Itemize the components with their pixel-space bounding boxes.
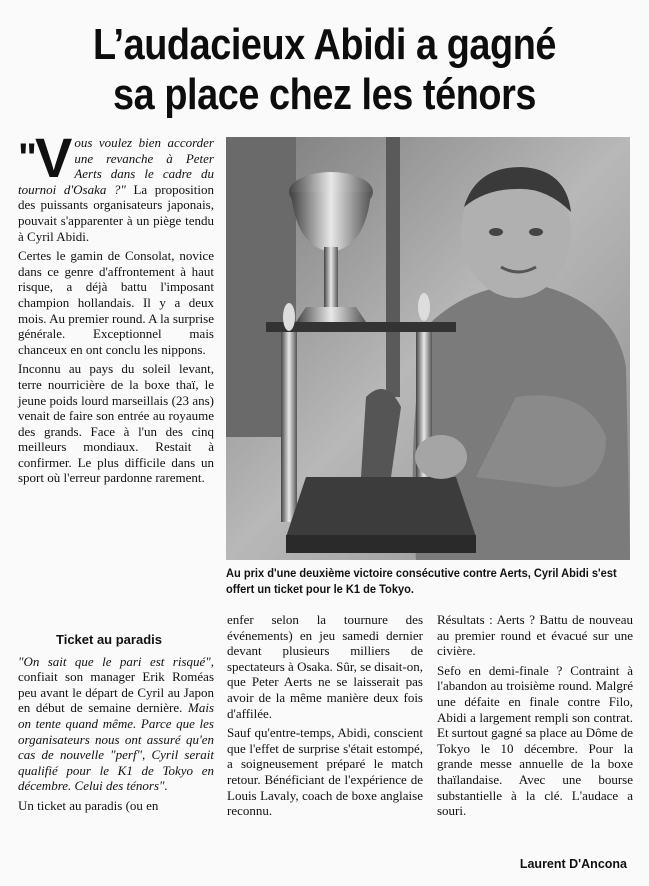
col2-paragraph-1: enfer selon la tournure des événements) en jeu samedi dernier devant plusieurs milliers de spectateurs à Osaka. Sûr, se disait-on, que Peter Aerts ne se laisserait pas avoir de la même manière deux fois d'affilée. — [227, 612, 423, 721]
drop-cap: "V — [18, 126, 71, 189]
headline-line-2: sa place chez les ténors — [113, 70, 536, 119]
col2-paragraph-2: Sauf qu'entre-temps, Abidi, conscient que l'effet de surprise s'était estompé, a soigneusement préparé le match retour. Bénéficiant de l'expérience de Louis Lavaly, coach de boxe anglaise reconnu. — [227, 725, 423, 819]
photo-caption: Au prix d'une deuxième victoire consécutive contre Aerts, Cyril Abidi s'est offert un ticket pour le K1 de Tokyo. — [226, 566, 617, 596]
col3-paragraph-2: Sefo en demi-finale ? Contraint à l'abandon au troisième round. Malgré une défaite en finale contre Filo, Abidi a largement rempli son contrat. Et surtout gagné sa place au Dôme de Tokyo le 10 décembre. Pour la grande messe annuelle de la boxe thaïlandaise. Avec une bourse substantielle à la clé. L'audace a souri. — [437, 662, 634, 819]
headline-line-1: L’audacieux Abidi a gagné — [92, 20, 557, 69]
subhead-ticket-au-paradis: Ticket au paradis — [56, 632, 162, 647]
column-1 — [18, 632, 214, 818]
trophy-photo-image — [226, 137, 630, 560]
col1-paragraph-2: Un ticket au paradis (ou en — [18, 797, 159, 813]
intro-text: La proposition des puissants organisateurs japonais, pouvait s'apparenter à un piège tendu à Cyril Abidi. — [18, 181, 214, 244]
trophy-photo — [226, 137, 630, 560]
intro-column — [18, 126, 214, 490]
col1-quote: "On sait que le pari est risqué", — [18, 653, 214, 669]
column-3 — [437, 612, 633, 823]
intro-quote: ous voulez bien accorder une revanche à Peter Aerts dans le cadre du tournoi d'Osaka ?" — [18, 135, 214, 197]
intro-paragraph-3: Inconnu au pays du soleil levant, terre nourricière de la boxe thaï, le jeune poids lourd marseillais (23 ans) venait de faire son entrée au royaume des grands. Face à l'un des cinq meilleurs mondiaux. Restait à confirmer. Le plus difficile dans un sport où l'erreur pardonne rarement. — [18, 361, 214, 486]
col1-quote-2: Mais on tente quand même. Parce que les organisateurs nous ont assuré qu'en cas de nouvelle "perf", Cyril serait qualifié pour le K1 de Tokyo en décembre. Celui des ténors". — [18, 700, 214, 794]
col1-text: confiait son manager Erik Roméas peu avant le départ de Cyril au Japon en début de semaine dernière. — [18, 669, 214, 716]
article-headline — [45, 20, 603, 120]
column-2 — [227, 612, 423, 823]
author-byline: Laurent D'Ancona — [519, 857, 627, 871]
intro-paragraph-2: Certes le gamin de Consolat, novice dans ce genre d'affrontement à haut risque, a déjà battu l'imposant champion hollandais. Il y a deux mois. Au premier round. A la surprise générale. Exceptionnel mais chanceux en ont conclu les nippons. — [18, 248, 214, 357]
col3-paragraph-1: Résultats : Aerts ? Battu de nouveau au premier round et évacué sur une civière. — [437, 612, 633, 659]
